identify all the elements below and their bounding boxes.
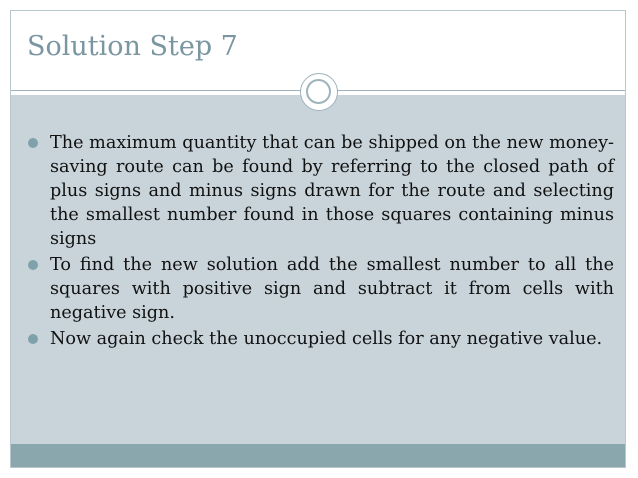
bullet-text: The maximum quantity that can be shipped on the new money-saving route can be found by referring to the closed path of plus signs and minus signs drawn for the route and selecting the smallest number found in those squares containing minus signs: [50, 133, 614, 249]
bullet-text: Now again check the unoccupied cells for any negative value.: [50, 329, 603, 349]
footer-band: [11, 444, 625, 467]
bullet-icon: [28, 260, 38, 270]
content-area: [11, 95, 625, 446]
bullet-icon: [28, 138, 38, 148]
slide: [10, 10, 626, 468]
bullet-item: [28, 327, 614, 351]
divider-inner-circle-icon: [306, 79, 331, 104]
slide-title: Solution Step 7: [27, 31, 238, 62]
bullet-icon: [28, 334, 38, 344]
bullet-item: [28, 253, 614, 325]
bullet-item: [28, 131, 614, 251]
bullet-text: To find the new solution add the smallest number to all the squares with positive sign and subtract it from cells with negative sign.: [50, 255, 614, 323]
divider-circle-icon: [300, 73, 338, 111]
bullet-list: [28, 131, 614, 353]
